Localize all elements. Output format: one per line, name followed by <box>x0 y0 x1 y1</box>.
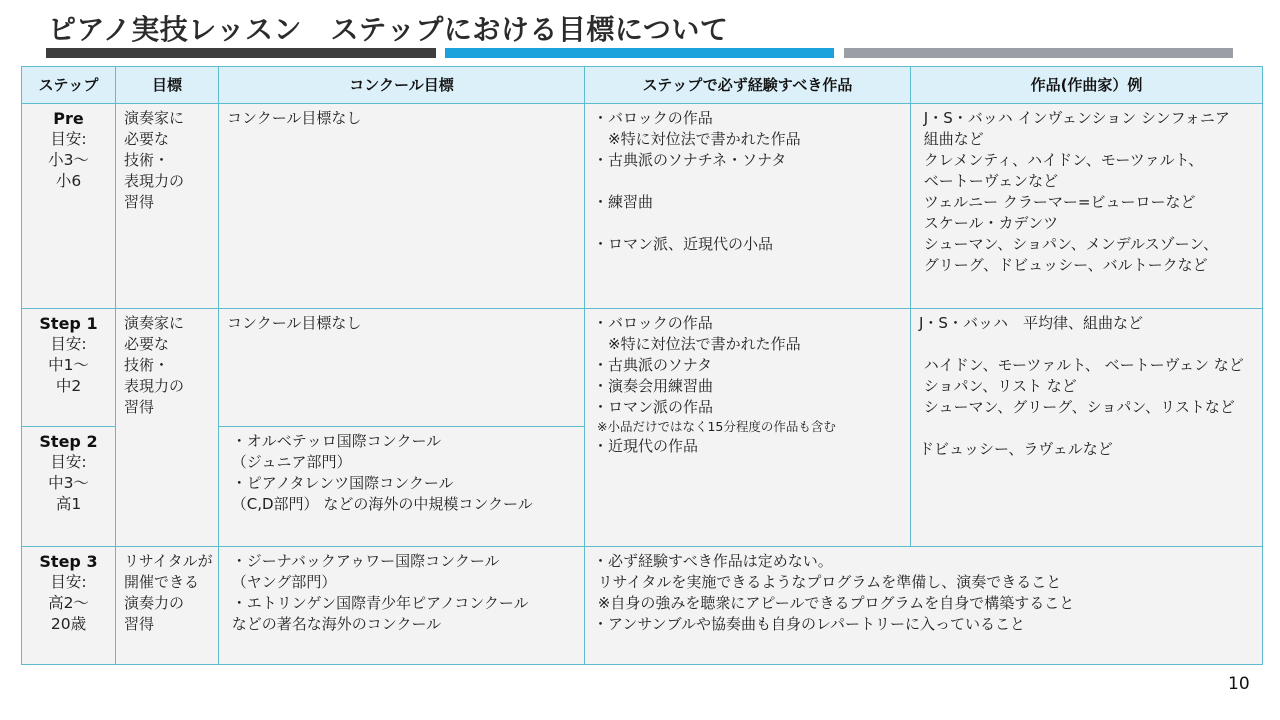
text-line: コンクール目標なし <box>227 109 362 127</box>
text-line <box>919 334 1254 355</box>
text-line: ・エトリンゲン国際青少年ピアノコンクール <box>227 594 529 612</box>
table-row-pre <box>22 104 1263 309</box>
step-age-from: 中3～ <box>48 474 89 492</box>
step-name: Step 2 <box>39 432 98 451</box>
step-cell-step2 <box>22 427 116 547</box>
text-line: ・古典派のソナチネ・ソナタ <box>593 151 787 169</box>
header-goal: 目標 <box>116 67 219 104</box>
step-name: Pre <box>53 109 84 128</box>
header-step: ステップ <box>22 67 116 104</box>
step-goals-table <box>21 66 1263 665</box>
text-line: クレメンティ、ハイドン、モーツァルト、 <box>919 151 1204 169</box>
step-cell-step1 <box>22 309 116 427</box>
works-cell-step1-2 <box>585 309 911 547</box>
text-line: ドビュッシー、ラヴェルなど <box>919 440 1113 458</box>
title-underline-blue <box>445 48 834 58</box>
text-line: シューマン、ショパン、メンデルスゾーン、 <box>919 235 1219 253</box>
title-underline-gray <box>844 48 1233 58</box>
examples-cell-step1-2 <box>911 309 1263 547</box>
text-line: 表現力の <box>124 172 185 190</box>
text-line: ・ジーナバックアゥワー国際コンクール <box>227 552 500 570</box>
text-line: ・必ず経験すべき作品は定めない。 <box>593 552 833 570</box>
step-cell-pre <box>22 104 116 309</box>
text-line: 表現力の <box>124 377 185 395</box>
page-number: 10 <box>1228 674 1250 694</box>
text-line: ・オルベテッロ国際コンクール <box>227 432 442 450</box>
text-line <box>593 213 902 234</box>
text-line: 技術・ <box>124 151 170 169</box>
contest-cell-pre <box>219 104 585 309</box>
text-line: （ジュニア部門） <box>227 453 352 471</box>
step-age-from: 小3～ <box>48 151 89 169</box>
text-line: ハイドン、モーツァルト、 ベートーヴェン など <box>919 356 1244 374</box>
text-line: ・演奏会用練習曲 <box>593 377 714 395</box>
text-line: ツェルニー クラーマー=ビューローなど <box>919 193 1196 211</box>
header-work-examples: 作品(作曲家）例 <box>911 67 1263 104</box>
text-line <box>593 171 902 192</box>
text-line <box>919 418 1254 439</box>
text-line: リサイタルが <box>124 552 213 570</box>
text-line: 開催できる <box>124 573 200 591</box>
text-line: ・ロマン派、近現代の小品 <box>593 235 774 253</box>
text-line: （C,D部門） などの海外の中規模コンクール <box>227 495 533 513</box>
contest-cell-step3 <box>219 547 585 665</box>
step-age-label: 目安: <box>50 130 87 148</box>
text-line: グリーグ、ドビュッシー、バルトークなど <box>919 256 1208 274</box>
works-cell-pre <box>585 104 911 309</box>
text-line: J・S・バッハ 平均律、組曲など <box>919 314 1143 332</box>
page-title: ピアノ実技レッスン ステップにおける目標について <box>48 13 729 46</box>
text-line: ・バロックの作品 <box>593 109 713 127</box>
text-line: 必要な <box>124 130 170 148</box>
contest-cell-step1 <box>219 309 585 427</box>
step-age-to: 小6 <box>55 172 82 190</box>
header-required-works: ステップで必ず経験すべき作品 <box>585 67 911 104</box>
text-line: シューマン、グリーグ、ショパン、リストなど <box>919 398 1235 416</box>
step-name: Step 3 <box>39 552 98 571</box>
text-line: ・ロマン派の作品 <box>593 398 714 416</box>
text-line: リサイタルを実施できるようなプログラムを準備し、演奏できること <box>593 573 1062 591</box>
text-line: 必要な <box>124 335 170 353</box>
text-line: 演奏家に <box>124 109 185 127</box>
text-line: スケール・カデンツ <box>919 214 1059 232</box>
text-line: 演奏家に <box>124 314 185 332</box>
text-line: ※自身の強みを聴衆にアピールできるプログラムを自身で構築すること <box>593 594 1075 612</box>
step-age-to: 高1 <box>55 495 82 513</box>
step-age-to: 20歳 <box>50 615 87 633</box>
text-line: ・練習曲 <box>593 193 654 211</box>
text-line: ・古典派のソナタ <box>593 356 712 374</box>
contest-cell-step2 <box>219 427 585 547</box>
text-line: J・S・バッハ インヴェンション シンフォニア <box>919 109 1230 127</box>
text-line: 組曲など <box>919 130 984 148</box>
text-line: 習得 <box>124 398 155 416</box>
step-age-label: 目安: <box>50 453 87 471</box>
text-line: 技術・ <box>124 356 170 374</box>
text-line: ・アンサンブルや協奏曲も自身のレパートリーに入っていること <box>593 615 1026 633</box>
text-line: ・近現代の作品 <box>593 437 699 455</box>
text-line: 演奏力の <box>124 594 185 612</box>
table-row-step1 <box>22 309 1263 427</box>
examples-cell-pre <box>911 104 1263 309</box>
text-line: 習得 <box>124 193 155 211</box>
works-note: ※小品だけではなく15分程度の作品も含む <box>593 419 836 434</box>
step-age-label: 目安: <box>50 335 87 353</box>
step-cell-step3 <box>22 547 116 665</box>
text-line: ※特に対位法で書かれた作品 <box>593 130 801 148</box>
text-line: ショパン、リスト など <box>919 377 1077 395</box>
text-line: ・ピアノタレンツ国際コンクール <box>227 474 454 492</box>
text-line: などの著名な海外のコンクール <box>227 615 442 633</box>
goal-cell-pre <box>116 104 219 309</box>
text-line: ベートーヴェンなど <box>919 172 1059 190</box>
step-age-to: 中2 <box>55 377 82 395</box>
step-name: Step 1 <box>39 314 98 333</box>
text-line: （ヤング部門） <box>227 573 337 591</box>
text-line: コンクール目標なし <box>227 314 362 332</box>
works-cell-step3 <box>585 547 1263 665</box>
text-line: 習得 <box>124 615 155 633</box>
goal-cell-step3 <box>116 547 219 665</box>
table-header-row <box>22 67 1263 104</box>
step-age-from: 高2～ <box>48 594 89 612</box>
text-line: ・バロックの作品 <box>593 314 713 332</box>
table-row-step3 <box>22 547 1263 665</box>
header-contest-goal: コンクール目標 <box>219 67 585 104</box>
title-underline-dark <box>46 48 436 58</box>
step-age-label: 目安: <box>50 573 87 591</box>
step-age-from: 中1～ <box>48 356 89 374</box>
goal-cell-step1-2 <box>116 309 219 547</box>
text-line: ※特に対位法で書かれた作品 <box>593 335 801 353</box>
